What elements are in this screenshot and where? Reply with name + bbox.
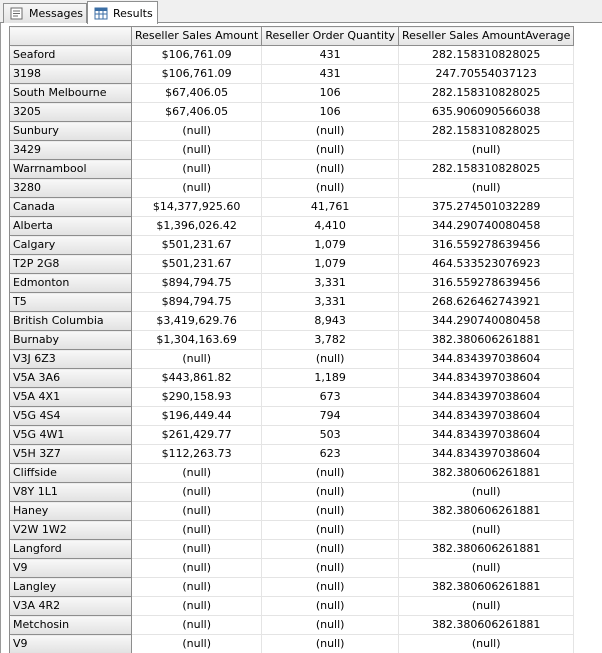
table-row: [10, 255, 574, 274]
sales-amount-average-cell[interactable]: 247.70554037123: [398, 65, 574, 84]
sales-amount-cell[interactable]: $3,419,629.76: [132, 312, 262, 331]
row-header[interactable]: Seaford: [10, 46, 132, 65]
sales-amount-average-cell[interactable]: 382.380606261881: [398, 331, 574, 350]
row-header[interactable]: Canada: [10, 198, 132, 217]
sales-amount-cell[interactable]: (null): [132, 635, 262, 653]
table-row: [10, 312, 574, 331]
sales-amount-average-cell[interactable]: 316.559278639456: [398, 236, 574, 255]
row-header[interactable]: Calgary: [10, 236, 132, 255]
sales-amount-average-cell[interactable]: 382.380606261881: [398, 540, 574, 559]
tab-messages[interactable]: [3, 3, 87, 23]
order-quantity-cell[interactable]: 794: [262, 407, 399, 426]
sales-amount-cell[interactable]: (null): [132, 464, 262, 483]
table-row: [10, 407, 574, 426]
table-row: [10, 236, 574, 255]
row-header[interactable]: Langley: [10, 578, 132, 597]
results-tab-bar: [0, 0, 602, 23]
table-row: [10, 350, 574, 369]
table-row: [10, 502, 574, 521]
sales-amount-cell[interactable]: $894,794.75: [132, 274, 262, 293]
table-row: [10, 483, 574, 502]
row-header[interactable]: T5: [10, 293, 132, 312]
order-quantity-cell[interactable]: (null): [262, 635, 399, 653]
table-row: [10, 103, 574, 122]
tab-results[interactable]: [87, 1, 158, 24]
order-quantity-cell[interactable]: 1,079: [262, 255, 399, 274]
table-row: [10, 426, 574, 445]
sales-amount-cell[interactable]: (null): [132, 141, 262, 160]
table-row: [10, 84, 574, 103]
sales-amount-cell[interactable]: (null): [132, 483, 262, 502]
messages-icon: [10, 7, 24, 20]
table-row: [10, 179, 574, 198]
order-quantity-cell[interactable]: (null): [262, 160, 399, 179]
sales-amount-cell[interactable]: $112,263.73: [132, 445, 262, 464]
row-header[interactable]: British Columbia: [10, 312, 132, 331]
order-quantity-cell[interactable]: (null): [262, 578, 399, 597]
column-header-order-quantity[interactable]: Reseller Order Quantity: [262, 27, 399, 46]
order-quantity-cell[interactable]: (null): [262, 122, 399, 141]
row-header[interactable]: V5A 3A6: [10, 369, 132, 388]
order-quantity-cell[interactable]: (null): [262, 141, 399, 160]
sales-amount-average-cell[interactable]: 316.559278639456: [398, 274, 574, 293]
row-header[interactable]: V5H 3Z7: [10, 445, 132, 464]
sales-amount-cell[interactable]: $443,861.82: [132, 369, 262, 388]
sales-amount-cell[interactable]: (null): [132, 521, 262, 540]
table-row: [10, 445, 574, 464]
sales-amount-cell[interactable]: $106,761.09: [132, 46, 262, 65]
order-quantity-cell[interactable]: 1,079: [262, 236, 399, 255]
sales-amount-cell[interactable]: (null): [132, 160, 262, 179]
sales-amount-cell[interactable]: (null): [132, 350, 262, 369]
tab-results-label: Results: [113, 6, 153, 20]
row-header[interactable]: V9: [10, 635, 132, 653]
sales-amount-average-cell[interactable]: (null): [398, 179, 574, 198]
column-header-corner[interactable]: [10, 27, 132, 46]
row-header[interactable]: Haney: [10, 502, 132, 521]
table-row: [10, 293, 574, 312]
sales-amount-average-cell[interactable]: (null): [398, 597, 574, 616]
results-table: [9, 26, 574, 653]
table-row: [10, 540, 574, 559]
table-row: [10, 388, 574, 407]
sales-amount-cell[interactable]: $894,794.75: [132, 293, 262, 312]
row-header[interactable]: Burnaby: [10, 331, 132, 350]
sales-amount-cell[interactable]: (null): [132, 122, 262, 141]
row-header[interactable]: Warrnambool: [10, 160, 132, 179]
order-quantity-cell[interactable]: 503: [262, 426, 399, 445]
table-row: [10, 635, 574, 653]
order-quantity-cell[interactable]: 431: [262, 46, 399, 65]
table-row: [10, 46, 574, 65]
row-header[interactable]: Cliffside: [10, 464, 132, 483]
column-header-sales-amount[interactable]: Reseller Sales Amount: [132, 27, 262, 46]
sales-amount-average-cell[interactable]: 268.626462743921: [398, 293, 574, 312]
order-quantity-cell[interactable]: 673: [262, 388, 399, 407]
row-header[interactable]: V9: [10, 559, 132, 578]
row-header[interactable]: 3280: [10, 179, 132, 198]
sales-amount-average-cell[interactable]: (null): [398, 521, 574, 540]
tab-messages-label: Messages: [29, 7, 83, 20]
table-row: [10, 616, 574, 635]
row-header[interactable]: V8Y 1L1: [10, 483, 132, 502]
table-row: [10, 521, 574, 540]
row-header[interactable]: V3A 4R2: [10, 597, 132, 616]
table-row: [10, 160, 574, 179]
order-quantity-cell[interactable]: (null): [262, 540, 399, 559]
sales-amount-average-cell[interactable]: 282.158310828025: [398, 122, 574, 141]
sales-amount-cell[interactable]: $261,429.77: [132, 426, 262, 445]
row-header[interactable]: V5A 4X1: [10, 388, 132, 407]
sales-amount-cell[interactable]: (null): [132, 559, 262, 578]
order-quantity-cell[interactable]: 106: [262, 103, 399, 122]
sales-amount-average-cell[interactable]: 344.834397038604: [398, 407, 574, 426]
sales-amount-average-cell[interactable]: (null): [398, 483, 574, 502]
sales-amount-cell[interactable]: (null): [132, 578, 262, 597]
sales-amount-cell[interactable]: (null): [132, 540, 262, 559]
order-quantity-cell[interactable]: (null): [262, 502, 399, 521]
row-header[interactable]: Sunbury: [10, 122, 132, 141]
table-row: [10, 217, 574, 236]
sales-amount-average-cell[interactable]: 375.274501032289: [398, 198, 574, 217]
order-quantity-cell[interactable]: 3,331: [262, 293, 399, 312]
results-grid[interactable]: [0, 23, 602, 653]
order-quantity-cell[interactable]: (null): [262, 597, 399, 616]
sales-amount-average-cell[interactable]: 344.290740080458: [398, 312, 574, 331]
sales-amount-average-cell[interactable]: 464.533523076923: [398, 255, 574, 274]
row-header[interactable]: 3198: [10, 65, 132, 84]
sales-amount-average-cell[interactable]: 635.906090566038: [398, 103, 574, 122]
sales-amount-average-cell[interactable]: 282.158310828025: [398, 160, 574, 179]
row-header[interactable]: 3429: [10, 141, 132, 160]
row-header[interactable]: V5G 4W1: [10, 426, 132, 445]
order-quantity-cell[interactable]: 106: [262, 84, 399, 103]
table-row: [10, 122, 574, 141]
order-quantity-cell[interactable]: 431: [262, 65, 399, 84]
table-row: [10, 65, 574, 84]
results-grid-icon: [94, 7, 108, 20]
table-row: [10, 274, 574, 293]
row-header[interactable]: Edmonton: [10, 274, 132, 293]
row-header[interactable]: Metchosin: [10, 616, 132, 635]
row-header[interactable]: Alberta: [10, 217, 132, 236]
row-header[interactable]: 3205: [10, 103, 132, 122]
sales-amount-cell[interactable]: $1,396,026.42: [132, 217, 262, 236]
table-row: [10, 369, 574, 388]
order-quantity-cell[interactable]: (null): [262, 464, 399, 483]
order-quantity-cell[interactable]: 41,761: [262, 198, 399, 217]
row-header[interactable]: South Melbourne: [10, 84, 132, 103]
sales-amount-cell[interactable]: (null): [132, 597, 262, 616]
sales-amount-average-cell[interactable]: (null): [398, 141, 574, 160]
table-row: [10, 141, 574, 160]
table-row: [10, 198, 574, 217]
order-quantity-cell[interactable]: 3,331: [262, 274, 399, 293]
row-header[interactable]: V5G 4S4: [10, 407, 132, 426]
results-table-body: [10, 46, 574, 653]
row-header[interactable]: Langford: [10, 540, 132, 559]
sales-amount-average-cell[interactable]: 344.834397038604: [398, 350, 574, 369]
order-quantity-cell[interactable]: (null): [262, 350, 399, 369]
row-header[interactable]: V2W 1W2: [10, 521, 132, 540]
order-quantity-cell[interactable]: 8,943: [262, 312, 399, 331]
table-row: [10, 464, 574, 483]
sales-amount-cell[interactable]: $67,406.05: [132, 84, 262, 103]
column-header-sales-amount-average[interactable]: Reseller Sales AmountAverage: [398, 27, 574, 46]
sales-amount-average-cell[interactable]: 282.158310828025: [398, 84, 574, 103]
table-row: [10, 597, 574, 616]
sales-amount-average-cell[interactable]: 344.834397038604: [398, 369, 574, 388]
sales-amount-average-cell[interactable]: 344.834397038604: [398, 426, 574, 445]
order-quantity-cell[interactable]: 623: [262, 445, 399, 464]
table-row: [10, 559, 574, 578]
sales-amount-cell[interactable]: (null): [132, 502, 262, 521]
sales-amount-cell[interactable]: $14,377,925.60: [132, 198, 262, 217]
sales-amount-cell[interactable]: $290,158.93: [132, 388, 262, 407]
sales-amount-cell[interactable]: $67,406.05: [132, 103, 262, 122]
order-quantity-cell[interactable]: 1,189: [262, 369, 399, 388]
sales-amount-cell[interactable]: (null): [132, 616, 262, 635]
order-quantity-cell[interactable]: (null): [262, 616, 399, 635]
sales-amount-average-cell[interactable]: 344.834397038604: [398, 388, 574, 407]
sales-amount-average-cell[interactable]: 382.380606261881: [398, 578, 574, 597]
sales-amount-average-cell[interactable]: 344.834397038604: [398, 445, 574, 464]
sales-amount-cell[interactable]: (null): [132, 179, 262, 198]
table-row: [10, 331, 574, 350]
sales-amount-cell[interactable]: $501,231.67: [132, 255, 262, 274]
order-quantity-cell[interactable]: (null): [262, 521, 399, 540]
sales-amount-average-cell[interactable]: 382.380606261881: [398, 616, 574, 635]
order-quantity-cell[interactable]: 3,782: [262, 331, 399, 350]
sales-amount-cell[interactable]: $196,449.44: [132, 407, 262, 426]
order-quantity-cell[interactable]: 4,410: [262, 217, 399, 236]
column-header-row: [10, 27, 574, 46]
order-quantity-cell[interactable]: (null): [262, 483, 399, 502]
row-header[interactable]: T2P 2G8: [10, 255, 132, 274]
sales-amount-average-cell[interactable]: (null): [398, 559, 574, 578]
sales-amount-average-cell[interactable]: 382.380606261881: [398, 464, 574, 483]
order-quantity-cell[interactable]: (null): [262, 179, 399, 198]
table-row: [10, 578, 574, 597]
sales-amount-average-cell[interactable]: 382.380606261881: [398, 502, 574, 521]
sales-amount-cell[interactable]: $106,761.09: [132, 65, 262, 84]
row-header[interactable]: V3J 6Z3: [10, 350, 132, 369]
order-quantity-cell[interactable]: (null): [262, 559, 399, 578]
sales-amount-cell[interactable]: $1,304,163.69: [132, 331, 262, 350]
sales-amount-average-cell[interactable]: 344.290740080458: [398, 217, 574, 236]
sales-amount-cell[interactable]: $501,231.67: [132, 236, 262, 255]
sales-amount-average-cell[interactable]: (null): [398, 635, 574, 653]
sales-amount-average-cell[interactable]: 282.158310828025: [398, 46, 574, 65]
